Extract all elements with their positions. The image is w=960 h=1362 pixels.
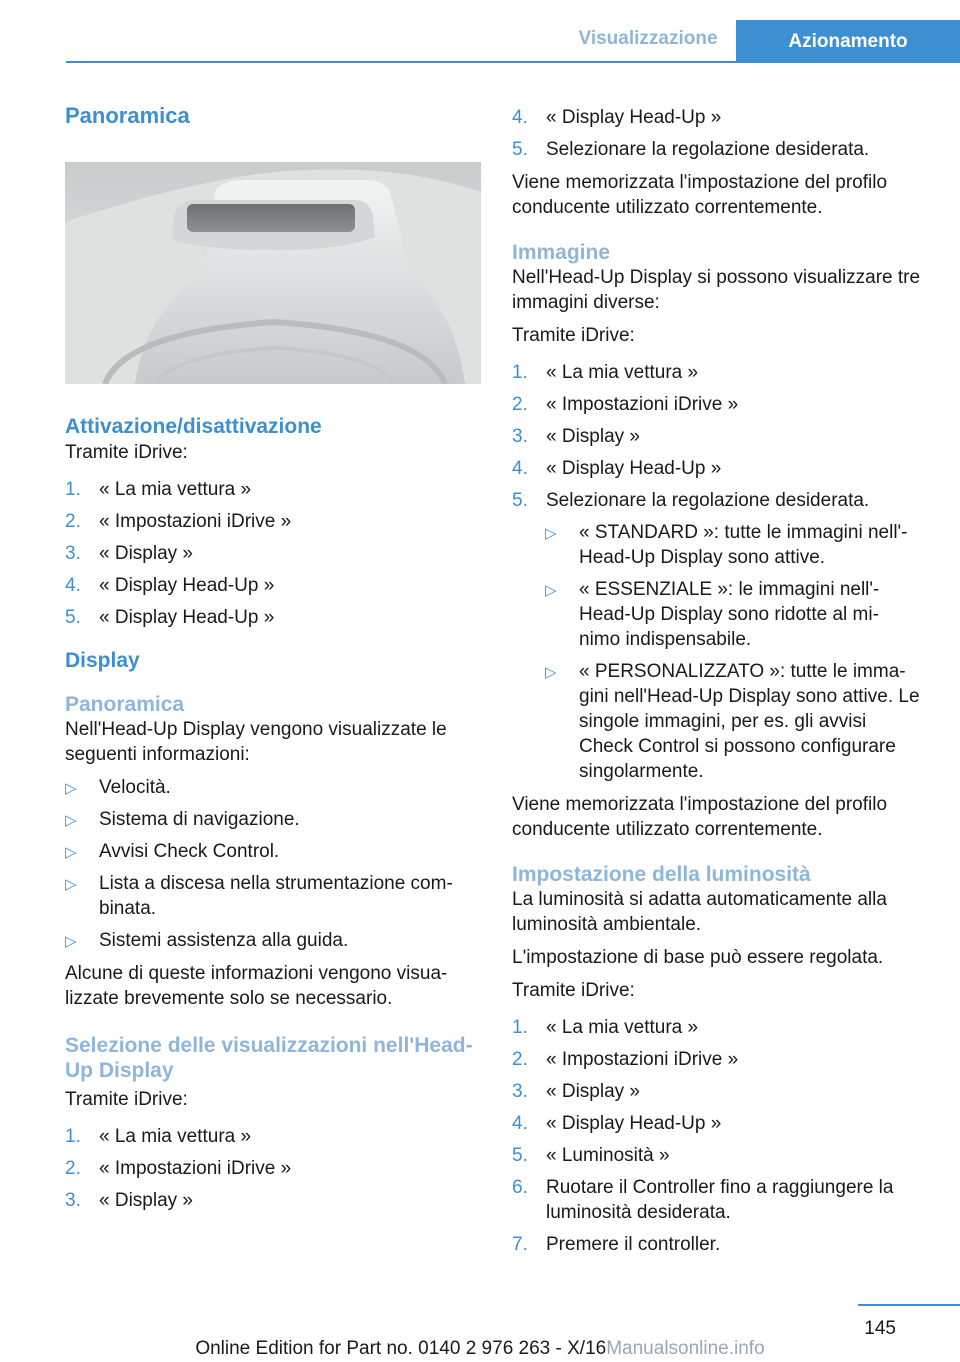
list-item: 1. « La mia vettura » [512,362,699,383]
list-item: 5. « Display Head-Up » [65,607,275,628]
brightness-intro: La luminosità si adatta automaticamente alla luminosità ambientale. [512,889,887,935]
list-item: 5. Selezionare la regolazione desiderata. [512,490,870,511]
heading-selezione: Selezione delle visualizzazioni nell'Head-Up Display [65,1034,473,1082]
selection-intro: Tramite iDrive: [65,1089,188,1110]
triangle-bullet-icon: ▷ [65,780,77,797]
image-via: Tramite iDrive: [512,325,635,346]
triangle-bullet-icon: ▷ [545,525,557,542]
list-item: ▷ « ESSENZIALE »: le immagini nell'- Head-Up Display sono ridotte al mi- nimo indispensabile. [545,579,880,650]
tab-azionamento[interactable]: Azionamento [736,20,960,61]
image-intro: Nell'Head-Up Display si possono visualizzare tre immagini diverse: [512,267,921,313]
list-item: 1. « La mia vettura » [65,479,252,500]
list-item: 5. Selezionare la regolazione desiderata. [512,139,870,160]
list-item: 5. « Luminosità » [512,1145,670,1166]
triangle-bullet-icon: ▷ [545,582,557,599]
header-line [66,61,960,63]
triangle-bullet-icon: ▷ [65,812,77,829]
tab-visualizzazione[interactable]: Visualizzazione [578,28,718,49]
list-item: ▷ Lista a discesa nella strumentazione com- binata. [65,873,453,919]
list-item: ▷ « STANDARD »: tutte le immagini nell'- Head-Up Display sono attive. [545,522,908,568]
activation-steps [65,477,481,630]
image-options-list [512,520,922,784]
list-item: 4. « Display Head-Up » [512,1113,722,1134]
brightness-steps [512,1015,922,1257]
left-column [65,100,481,1221]
selection-steps [65,1124,481,1213]
display-info-list [65,775,481,953]
footer-watermark[interactable]: Manualsonline.info [606,1338,765,1359]
display-intro: Nell'Head-Up Display vengono visualizzate le seguenti informazioni: [65,719,447,765]
list-item: 2. « Impostazioni iDrive » [65,1158,292,1179]
head-up-display-photo [65,162,481,384]
triangle-bullet-icon: ▷ [545,664,557,681]
list-item: 1. « La mia vettura » [512,1017,699,1038]
list-item: 2. « Impostazioni iDrive » [512,1049,739,1070]
continued-note: Viene memorizzata l'impostazione del profilo conducente utilizzato correntemente. [512,172,888,218]
list-item: 6. Ruotare il Controller fino a raggiungere la luminosità desiderata. [512,1177,894,1223]
list-item: ▷ « PERSONALIZZATO »: tutte le imma- gini nell'Head-Up Display sono attive. Le singole immagini, per es. gli avvisi Check Control si possono configurare singolarmente. [545,661,920,782]
activation-intro: Tramite iDrive: [65,442,188,463]
footer-edition: Online Edition for Part no. 0140 2 976 263 - X/16 [195,1338,607,1359]
page-number: 145 [864,1318,896,1339]
heading-immagine: Immagine [512,241,611,264]
continued-steps [512,105,922,162]
brightness-via: Tramite iDrive: [512,980,635,1001]
list-item: 2. « Impostazioni iDrive » [65,511,292,532]
list-item: 3. « Display » [65,543,193,564]
list-item: 3. « Display » [512,1081,640,1102]
image-note: Viene memorizzata l'impostazione del profilo conducente utilizzato correntemente. [512,794,888,840]
heading-attivazione: Attivazione/disattivazione [65,415,322,438]
heading-luminosita: Impostazione della luminosità [512,863,811,886]
list-item: 3. « Display » [65,1190,193,1211]
footer-line [858,1304,960,1306]
brightness-intro2: L'impostazione di base può essere regolata. [512,947,884,968]
list-item: 4. « Display Head-Up » [512,458,722,479]
image-steps [512,360,922,513]
triangle-bullet-icon: ▷ [65,844,77,861]
footer [0,1338,960,1360]
list-item: 4. « Display Head-Up » [512,107,722,128]
display-note: Alcune di queste informazioni vengono visua- lizzate brevemente solo se necessario. [65,963,448,1009]
triangle-bullet-icon: ▷ [65,933,77,950]
heading-panoramica: Panoramica [65,103,190,128]
list-item: ▷ Avvisi Check Control. [65,839,481,864]
list-item: ▷ Sistemi assistenza alla guida. [65,928,481,953]
list-item: ▷ Velocità. [65,775,481,800]
list-item: 4. « Display Head-Up » [65,575,275,596]
list-item: 1. « La mia vettura » [65,1126,252,1147]
heading-display-panoramica: Panoramica [65,693,185,716]
heading-display: Display [65,649,140,672]
right-column [512,105,922,1265]
list-item: ▷ Sistema di navigazione. [65,807,481,832]
list-item: 7. Premere il controller. [512,1234,721,1255]
triangle-bullet-icon: ▷ [65,876,77,893]
list-item: 2. « Impostazioni iDrive » [512,394,739,415]
list-item: 3. « Display » [512,426,640,447]
